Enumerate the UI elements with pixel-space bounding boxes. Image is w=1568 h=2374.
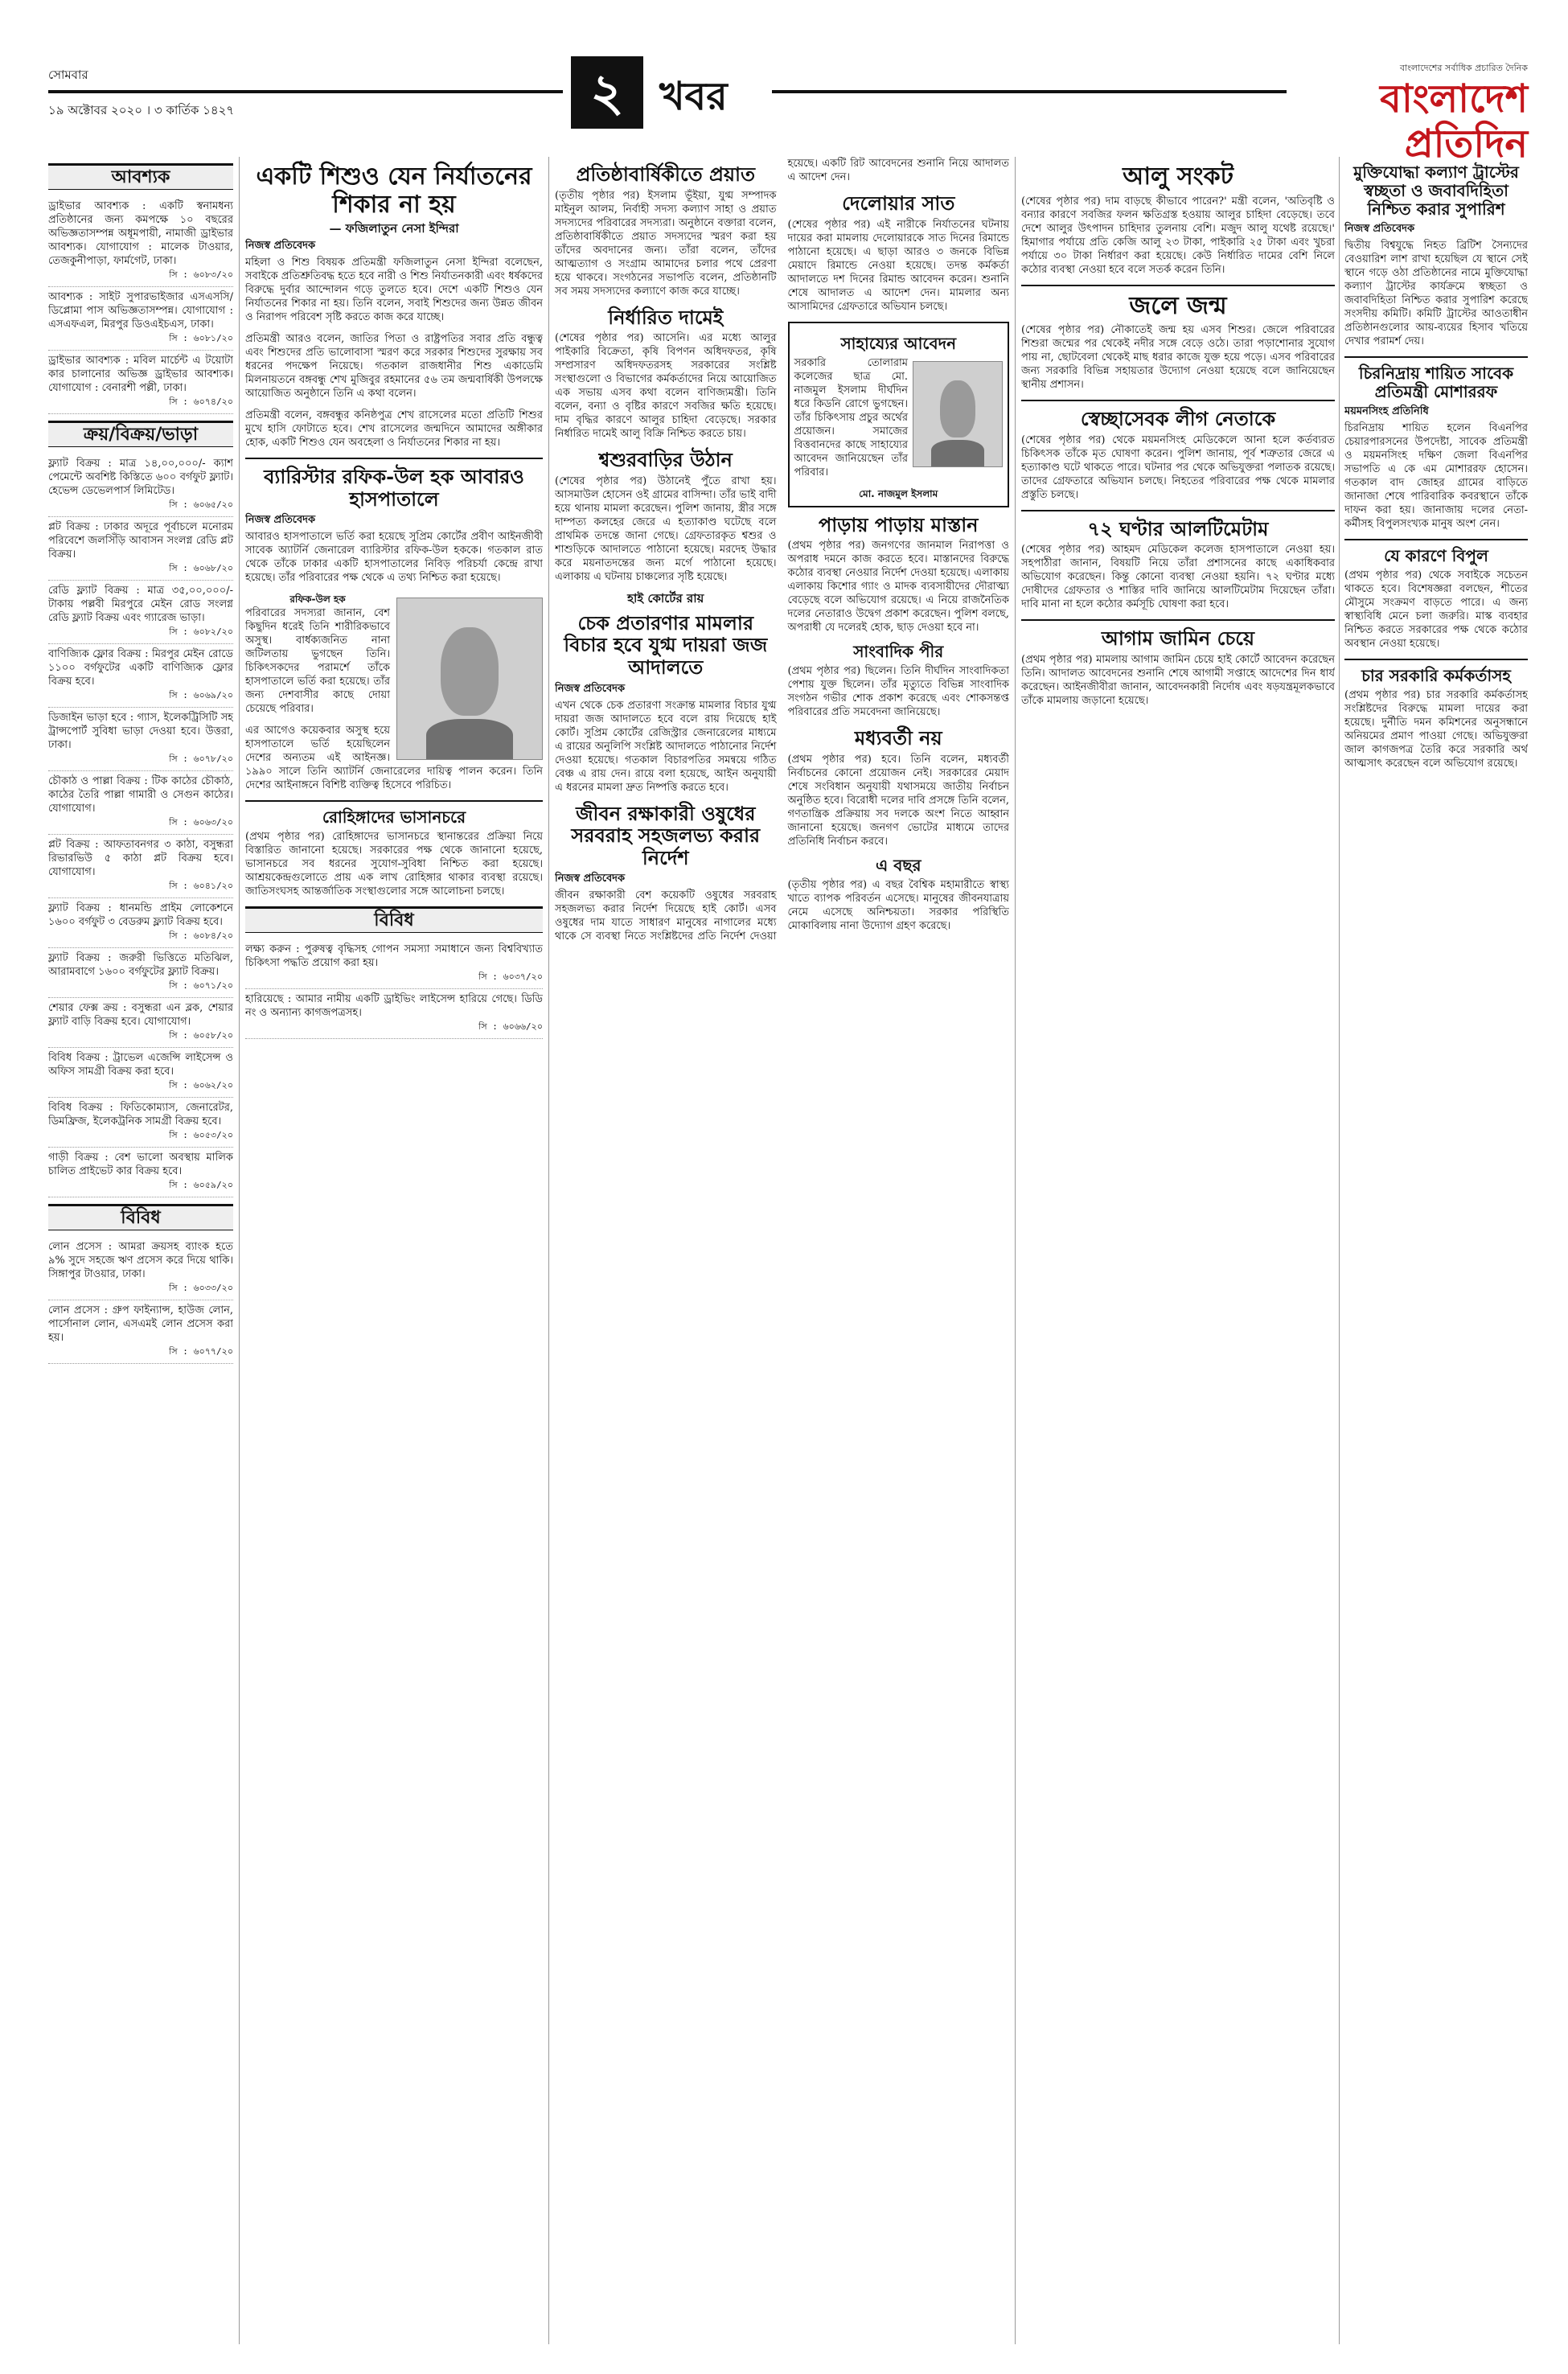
article-body: পরিবারের সদস্যরা জানান, বেশ কিছুদিন ধরেই তিনি শারীরিকভাবে অসুস্থ। বার্ধক্যজনিত নানা জটিলতায় ভুগছেন তিনি। চিকিৎসকদের পরামর্শে তাঁকে হাসপাতালে ভর্তি করা হয়েছে। তাঁর জন্য দেশবাসীর কাছে দোয়া চেয়েছে পরিবার। — [245, 607, 390, 716]
classified-heading: আবশ্যক — [48, 163, 233, 190]
article-body: চিরনিদ্রায় শায়িত হলেন বিএনপির চেয়ারপারসনের উপদেষ্টা, সাবেক প্রতিমন্ত্রী ও ময়মনসিংহ দক্ষিণ জেলা বিএনপির সভাপতি এ কে এম মোশাররফ হোসেন। গতকাল বাদ জোহর গ্রামের বাড়িতে জানাজা শেষে পারিবারিক কবরস্থানে তাঁকে দাফন করা হয়। জানাজায় দলের নেতা-কর্মীসহ বিপুলসংখ্যক মানুষ অংশ নেন। — [1344, 422, 1528, 530]
article-headline[interactable]: মুক্তিযোদ্ধা কল্যাণ ট্রাস্টের স্বচ্ছতা ও জবাবদিহিতা নিশ্চিত করার সুপারিশ — [1353, 162, 1519, 219]
photo-face — [940, 380, 975, 438]
article-kicker: হাই কোর্টের রায় — [627, 590, 704, 606]
ad-code: সি : ৬০৬২/২০ — [169, 1080, 233, 1090]
ad-text: আবশ্যক : সাইট সুপারভাইজার এসএসসি/ডিপ্লোমা পাস অভিজ্ঞতাসম্পন্ন। যোগাযোগ : এসএফএল, মিরপুর ডিওএইচএস, ঢাকা। — [48, 291, 233, 331]
classified-heading: বিবিধ — [245, 906, 543, 933]
ad-code: সি : ৬০৮১/২০ — [169, 333, 233, 343]
ad-code: সি : ৬০৬৬/২০ — [478, 1021, 543, 1033]
classifieds-column — [48, 157, 233, 2344]
issue-day: সোমবার — [48, 68, 88, 82]
ad-code: সি : ৬০৩৩/২০ — [169, 1283, 233, 1293]
article-body: (প্রথম পৃষ্ঠার পর) চার সরকারি কর্মকর্তাসহ সংশ্লিষ্টদের বিরুদ্ধে মামলা দায়ের করা হয়েছে। দুর্নীতি দমন কমিশনের অনুসন্ধানে অনিয়মের প্রমাণ পাওয়া গেছে। অভিযুক্তরা জাল কাগজপত্র তৈরি করে সরকারি অর্থ আত্মসাৎ করেছেন বলে অভিযোগ রয়েছে। — [1344, 689, 1528, 770]
masthead-logo[interactable] — [1287, 61, 1528, 166]
article-headline[interactable]: মধ্যবর্তী নয় — [854, 726, 942, 750]
column-c — [555, 157, 1009, 2344]
ad-code: সি : ৬০৭১/২০ — [169, 980, 233, 991]
article-byline: নিজস্ব প্রতিবেদক — [245, 240, 316, 252]
article-divider — [245, 458, 543, 459]
article-divider — [1021, 400, 1335, 401]
ad-text: রেডি ফ্ল্যাট বিক্রয় : মাত্র ৩৫,০০,০০০/- টাকায় পল্লবী মিরপুরে মেইন রোড সংলগ্ন রেডি ফ্ল্যাট বিক্রয় এবং গ্যারেজ ভাড়া। — [48, 585, 233, 624]
appeal-box — [788, 322, 1010, 507]
article-byline: নিজস্ব প্রতিবেদক — [245, 514, 316, 527]
ad-text: ফ্ল্যাট বিক্রয় : জরুরী ভিত্তিতে মতিঝিল, আরামবাগে ১৬০০ বর্গফুটের ফ্ল্যাট বিক্রয়। — [48, 952, 233, 978]
classified-ad — [48, 898, 233, 948]
ad-code: সি : ৬০৭৮/২০ — [169, 754, 233, 764]
ad-text: ফ্ল্যাট বিক্রয় : ধানমন্ডি প্রাইম লোকেশনে ১৬০০ বর্গফুট ৩ বেডরুম ফ্ল্যাট বিক্রয় হবে। — [48, 902, 233, 928]
article-headline[interactable]: ৭২ ঘণ্টার আলটিমেটাম — [1087, 516, 1269, 540]
ad-text: ফ্ল্যাট বিক্রয় : মাত্র ১৪,০০,০০০/- ক্যাশ পেমেন্টে অবশিষ্ট কিস্তিতে ৬০০ বর্গফুট ফ্ল্যাট। হেভেন্স ডেভেলপার্স লিমিটেড। — [48, 458, 233, 497]
classified-list — [48, 196, 233, 414]
column-rule — [548, 157, 549, 2344]
ad-text: বাণিজ্যিক ফ্লোর বিক্রয় : মিরপুর মেইন রোডে ১১০০ বর্গফুটের একটি বাণিজ্যিক ফ্লোর বিক্রয় হবে। — [48, 648, 233, 688]
ad-text: লোন প্রসেস : গ্রুপ ফাইন্যান্স, হাউজ লোন, পার্সোনাল লোন, এসএমই লোন প্রসেস করা হয়। — [48, 1304, 233, 1344]
article-body: সরকারি তোলারাম কলেজের ছাত্র মো. নাজমুল ইসলাম দীর্ঘদিন ধরে কিডনি রোগে ভুগছেন। তাঁর চিকিৎসায় প্রচুর অর্থের প্রয়োজন। সমাজের বিত্তবানদের কাছে সাহায্যের আবেদন জানিয়েছেন তাঁর পরিবার। — [794, 356, 908, 478]
article-byline: নিজস্ব প্রতিবেদক — [1344, 223, 1415, 235]
column-rule — [239, 157, 240, 2344]
article-divider — [1021, 619, 1335, 621]
ad-text: গাড়ী বিক্রয় : বেশ ভালো অবস্থায় মালিক চালিত প্রাইভেট কার বিক্রয় হবে। — [48, 1152, 233, 1177]
section-title: খবর — [659, 74, 728, 119]
photo-caption: মো. নাজমুল ইসলাম — [859, 487, 938, 499]
article-divider — [1344, 659, 1528, 660]
article-body: (শেষের পৃষ্ঠার পর) আহমদ মেডিকেল কলেজ হাসপাতালে নেওয়া হয়। সহপাঠীরা জানান, বিষয়টি নিয়ে তাঁরা প্রশাসনের কাছে একাধিকবার অভিযোগ করেছেন। কিন্তু কোনো ব্যবস্থা নেওয়া হয়নি। ৭২ ঘণ্টার মধ্যে দোষীদের গ্রেফতার ও শাস্তির দাবি জানিয়ে আলটিমেটাম দিয়েছেন তাঁরা। দাবি মানা না হলে কঠোর কর্মসূচি ঘোষণা করা হবে। — [1021, 544, 1335, 611]
article-body: (শেষের পৃষ্ঠার পর) আসেনি। এর মধ্যে আলুর পাইকারি বিক্রেতা, কৃষি বিপণন অধিদফতর, কৃষি সম্প্রসারণ অধিদফতরসহ সরকারের সংশ্লিষ্ট সংস্থাগুলো ও বিভাগের কর্মকর্তাদের নিয়ে আয়োজিত এক সভায় এসব কথা বলেন বাণিজ্যমন্ত্রী। তিনি বলেন, বন্যা ও বৃষ্টির কারণে সবজির ক্ষতি হয়েছে। দাম বৃদ্ধির কারণে আলুর চাহিদা বেড়েছে। সরকার নির্ধারিত দামেই আলু বিক্রি নিশ্চিত করতে চায়। — [555, 332, 777, 441]
classified-list — [48, 1237, 233, 1364]
ad-code: সি : ৬০৫৮/২০ — [169, 1030, 233, 1041]
ad-text: লক্ষ্য করুন : পুরুষত্ব বৃদ্ধিসহ গোপন সমস্যা সমাধানে জন্য বিশ্ববিখ্যাত চিকিৎসা পদ্ধতি প্রয়োগ করা হয়। — [245, 943, 543, 970]
column-b — [245, 157, 543, 2344]
ad-code: সি : ৬০৬৫/২০ — [169, 499, 233, 510]
classified-list — [48, 454, 233, 1197]
article-body: এর আগেও কয়েকবার অসুস্থ হয়ে হাসপাতালে ভর্তি হয়েছিলেন দেশের অন্যতম এই আইনজ্ঞ। ১৯৯০ সালে তিনি অ্যাটর্নি জেনারেলের দায়িত্ব পালন করেন। তিনি দেশের আইনাঙ্গনে বিশিষ্ট ব্যক্তিত্ব হিসেবে পরিচিত। — [245, 725, 543, 792]
column-rule — [1015, 157, 1016, 2344]
article-headline[interactable]: রোহিঙ্গাদের ভাসানচরে — [322, 807, 466, 828]
classified-ad — [48, 948, 233, 998]
article-body: এখন থেকে চেক প্রতারণা সংক্রান্ত মামলার বিচার যুগ্ম দায়রা জজ আদালতে হবে বলে রায় দিয়েছে হাই কোর্ট। সুপ্রিম কোর্টের রেজিস্ট্রার জেনারেলের মাধ্যমে এ রায়ের অনুলিপি সংশ্লিষ্ট আদালতে পাঠানোর নির্দেশ দেওয়া হয়েছে। গতকাল বিচারপতির সমন্বয়ে গঠিত বেঞ্চ এ রায় দেন। রায়ে বলা হয়েছে, আইন অনুযায়ী এ ধরনের মামলা দ্রুত নিষ্পত্তি করতে হবে। — [555, 699, 777, 794]
ad-text: ডিজাইন ভাড়া হবে : গ্যাস, ইলেকট্রিসিটি সহ ট্রান্সপোর্ট সুবিধা ভাড়া দেওয়া হবে। উত্তরা, ঢাকা। — [48, 712, 233, 751]
two-column-block — [555, 157, 1009, 943]
article-body: আবারও হাসপাতালে ভর্তি করা হয়েছে সুপ্রিম কোর্টের প্রবীণ আইনজীবী সাবেক অ্যাটর্নি জেনারেল ব্যারিস্টার রফিক-উল হককে। গতকাল রাত থেকে তাঁকে ঢাকার একটি হাসপাতালের নিবিড় পরিচর্যা কেন্দ্রে রাখা হয়েছে। তাঁর পরিবারের পক্ষ থেকে এ তথ্য নিশ্চিত করা হয়েছে। — [245, 531, 543, 585]
ad-code: সি : ৬০৩৭/২০ — [478, 971, 543, 983]
appeal-photo — [913, 361, 1003, 467]
classified-ad — [48, 1237, 233, 1300]
article-body: মহিলা ও শিশু বিষয়ক প্রতিমন্ত্রী ফজিলাতুন নেসা ইন্দিরা বলেছেন, সবাইকে প্রতিশ্রুতিবদ্ধ হতে হবে নারী ও শিশু নির্যাতনকারী এবং ধর্ষকদের বিরুদ্ধে দুর্বার আন্দোলন গড়ে তুলতে হবে। দেশে একটি শিশুও যেন নির্যাতনের শিকার না হয়। তিনি বলেন, সবাই শিশুদের জন্য উন্নত জীবন ও নিরাপদ পরিবেশ সৃষ্টি করতে কাজ করে যাচ্ছে। — [245, 257, 543, 323]
ad-code: সি : ৬০৬৯/২০ — [169, 690, 233, 700]
classified-ad — [48, 644, 233, 708]
article-body: (প্রথম পৃষ্ঠার পর) মামলায় আগাম জামিন চেয়ে হাই কোর্টে আবেদন করেছেন তিনি। আদালত আবেদনের শুনানি শেষে আগামী সপ্তাহে আদেশের দিন ধার্য করেছেন। আইনজীবীরা জানান, আবেদনকারী নির্দোষ এবং ষড়যন্ত্রমূলকভাবে তাঁকে মামলায় জড়ানো হয়েছে। — [1021, 653, 1335, 707]
ad-code: সি : ৬০৮৩/২০ — [169, 269, 233, 280]
classified-ad — [48, 1148, 233, 1197]
classified-ad — [48, 1300, 233, 1364]
article-headline[interactable]: আলু সংকট — [1123, 162, 1233, 191]
header-rule-right — [772, 90, 1287, 93]
classified-heading: ক্রয়/বিক্রয়/ভাড়া — [48, 421, 233, 447]
article-headline[interactable]: প্রতিষ্ঠাবার্ষিকীতে প্রয়াত — [576, 162, 755, 186]
article-headline[interactable]: নির্ধারিত দামেই — [608, 305, 724, 329]
article-body: (শেষের পৃষ্ঠার পর) নৌকাতেই জন্ম হয় এসব শিশুর। জেলে পরিবারের শিশুরা জন্মের পর থেকেই নদীর সঙ্গে বেড়ে ওঠে। তারা পড়াশোনার সুযোগ পায় না, ছোটবেলা থেকেই মাছ ধরার কাজে যুক্ত হয়ে পড়ে। এসব পরিবারের জন্য সরকারি বিভিন্ন সহায়তার উদ্যোগ নেওয়া হয়েছে বলে জানিয়েছেন স্থানীয় প্রশাসন। — [1021, 324, 1335, 391]
article-body: (শেষের পৃষ্ঠার পর) এই নারীকে নির্যাতনের ঘটনায় দায়ের করা মামলায় দেলোয়ারকে সাত দিনের রিমান্ডে পাঠানো হয়েছে। এ ছাড়া আরও ৩ জনকে বিভিন্ন মেয়াদে রিমান্ডে নেওয়া হয়েছে। তদন্ত কর্মকর্তা আদালতে দশ দিনের রিমান্ড আবেদন করেন। শুনানি শেষে আদালত এ আদেশ দেন। মামলার অন্য আসামিদের গ্রেফতারে অভিযান চলছে। — [787, 218, 1009, 313]
column-e — [1344, 157, 1528, 2344]
ad-code: সি : ৬০৭৭/২০ — [169, 1346, 233, 1357]
ad-code: সি : ৬০৪১/২০ — [169, 881, 233, 891]
article-body: (প্রথম পৃষ্ঠার পর) হবে। তিনি বলেন, মধ্যবর্তী নির্বাচনের কোনো প্রয়োজন নেই। সরকারের মেয়াদ শেষে সংবিধান অনুযায়ী যথাসময়ে জাতীয় নির্বাচন অনুষ্ঠিত হবে। বিরোধী দলের দাবি প্রসঙ্গে তিনি বলেন, গণতান্ত্রিক প্রক্রিয়ায় সব দলকে অংশ নিতে আহ্বান জানানো হয়েছে। জনগণ ভোটের মাধ্যমে তাদের প্রতিনিধি নির্বাচন করবে। — [787, 753, 1009, 848]
article-body: (শেষের পৃষ্ঠার পর) থেকে ময়মনসিংহ মেডিকেলে আনা হলে কর্তব্যরত চিকিৎসক তাঁকে মৃত ঘোষণা করেন। পুলিশ জানায়, পূর্ব শত্রুতার জেরে এ হত্যাকাণ্ড ঘটে থাকতে পারে। ঘটনার পর থেকে অভিযুক্তরা পলাতক রয়েছে। তাদের গ্রেফতারে অভিযান চলছে। নিহতের পরিবারের পক্ষ থেকে মামলার প্রস্তুতি চলছে। — [1021, 433, 1335, 501]
classified-ad — [48, 1048, 233, 1098]
ad-text: ড্রাইভার আবশ্যক : একটি স্বনামধন্য প্রতিষ্ঠানের জন্য কমপক্ষে ১০ বছরের অভিজ্ঞতাসম্পন্ন অধূমপায়ী, নামাজী ড্রাইভার আবশ্যক। যোগাযোগ : মালেক টাওয়ার, তেজকুনীপাড়া, ফার্মগেট, ঢাকা। — [48, 200, 233, 267]
article-body: দ্বিতীয় বিশ্বযুদ্ধে নিহত ব্রিটিশ সৈন্যদের বেওয়ারিশ লাশ রাখা হয়েছিল যে স্থানে সেই স্থানে গড়ে ওঠা প্রতিষ্ঠানের নামে মুক্তিযোদ্ধা কল্যাণ ট্রাস্টের কার্যক্রমে স্বচ্ছতা ও জবাবদিহিতা নিশ্চিত করার সুপারিশ করেছে সংসদীয় কমিটি। কমিটি ট্রাস্টের আওতাধীন প্রতিষ্ঠানগুলোর আয়-ব্যয়ের হিসাব খতিয়ে দেখার পরামর্শ দেয়। — [1344, 240, 1528, 347]
column-rule — [1339, 157, 1340, 2344]
classified-ad — [48, 1098, 233, 1148]
classified-ad — [48, 517, 233, 581]
article-headline[interactable]: সাহায্যের আবেদন — [840, 333, 957, 353]
article-headline[interactable]: এ বছর — [876, 855, 922, 875]
classified-ad — [48, 196, 233, 287]
logo-tagline: বাংলাদেশের সর্বাধিক প্রচারিত দৈনিক — [1399, 63, 1528, 73]
article-headline[interactable]: চেক প্রতারণার মামলার বিচার হবে যুগ্ম দায়রা জজ আদালতে — [564, 610, 768, 679]
article-body: (প্রথম পৃষ্ঠার পর) ছিলেন। তিনি দীর্ঘদিন সাংবাদিকতা পেশায় যুক্ত ছিলেন। তাঁর মৃত্যুতে বিভিন্ন সাংবাদিক সংগঠন গভীর শোক প্রকাশ করেছে এবং শোকসন্তপ্ত পরিবারের প্রতি সমবেদনা জানিয়েছে। — [787, 665, 1009, 719]
article-byline: নিজস্ব প্রতিবেদক — [555, 873, 626, 885]
issue-date: ১৯ অক্টোবর ২০২০ । ৩ কার্তিক ১৪২৭ — [48, 103, 235, 117]
photo-caption: রফিক-উল হক — [289, 594, 346, 606]
portrait-photo — [396, 598, 543, 760]
article-headline[interactable]: স্বেচ্ছাসেবক লীগ নেতাকে — [1080, 407, 1276, 430]
ad-text: হারিয়েছে : আমার নামীয় একটি ড্রাইভিং লাইসেন্স হারিয়ে গেছে। ডিডি নং ও অন্যান্য কাগজপত্রসহ। — [245, 993, 543, 1020]
article-divider — [1021, 510, 1335, 511]
ad-code: সি : ৬০৫৯/২০ — [169, 1180, 233, 1190]
ad-text: বিবিধ বিক্রয় : ট্রাভেল এজেন্সি লাইসেন্স ও অফিস সামগ্রী বিক্রয় করা হবে। — [48, 1052, 233, 1078]
article-headline[interactable]: জীবন রক্ষাকারী ওষুধের সরবরাহ সহজলভ্য করার নির্দেশ — [571, 801, 761, 869]
article-byline: নিজস্ব প্রতিবেদক — [555, 682, 626, 695]
ad-text: চৌকাঠ ও পাল্লা বিক্রয় : টিক কাঠের চৌকাঠ, কাঠের তৈরি পাল্লা গামারী ও সেগুন কাঠের। যোগাযোগ। — [48, 775, 233, 815]
article-author: — ফজিলাতুন নেসা ইন্দিরা — [329, 221, 459, 236]
article-body: (তৃতীয় পৃষ্ঠার পর) ইসলাম ভূঁইয়া, যুগ্ম সম্পাদক মাইনুল আলম, নির্বাহী সদস্য কল্যাণ সাহা ও প্রয়াত সদস্যদের পরিবারের সদস্যরা। অনুষ্ঠানে বক্তারা বলেন, প্রতিষ্ঠাবার্ষিকীতে প্রয়াত সদস্যদের স্মরণ করা হয় তাঁদের অবদানের জন্য। তাঁরা বলেন, তাঁদের আত্মত্যাগ ও সংগ্রাম আমাদের চলার পথে প্রেরণা হয়ে থাকবে। সংগঠনের সভাপতি বলেন, প্রতিষ্ঠানটি সব সময় সদস্যদের কল্যাণে কাজ করে যাচ্ছে। — [555, 189, 777, 298]
ad-code: সি : ৬০৬৮/২০ — [169, 563, 233, 573]
ad-code: সি : ৬০৬৩/২০ — [169, 817, 233, 828]
article-body: প্রতিমন্ত্রী আরও বলেন, জাতির পিতা ও রাষ্ট্রপতির সবার প্রতি বন্ধুত্ব এবং শিশুদের প্রতি ভালোবাসা স্মরণ করে সরকার শিশুদের সুরক্ষায় সব ধরনের পদক্ষেপ নিয়েছে। গতকাল রাজধানীর শিশু একাডেমি মিলনায়তনে বঙ্গবন্ধু শেখ মুজিবুর রহমানের ৫৬ তম জন্মবার্ষিকী উপলক্ষে আয়োজিত অনুষ্ঠানে তিনি এ কথা বলেন। — [245, 333, 543, 400]
classified-ad — [245, 989, 543, 1039]
ad-text: প্লট বিক্রয় : ঢাকার অদূরে পূর্বাচলে মনোরম পরিবেশে জলসিঁড়ি আবাসন সংলগ্ন রেডি প্লট বিক্রয়। — [48, 521, 233, 561]
classified-heading: বিবিধ — [48, 1204, 233, 1230]
article-headline[interactable]: চিরনিদ্রায় শায়িত সাবেক প্রতিমন্ত্রী মোশাররফ — [1358, 363, 1514, 401]
article-divider — [1021, 285, 1335, 286]
classified-ad — [48, 998, 233, 1048]
ad-text: ড্রাইভার আবশ্যক : মবিল মার্চেন্ট এ টয়োটা কার চালানোর অভিজ্ঞ ড্রাইভার আবশ্যক। যোগাযোগ : বেনারশী পল্লী, ঢাকা। — [48, 355, 233, 394]
article-headline[interactable]: ব্যারিস্টার রফিক-উল হক আবারও হাসপাতালে — [264, 465, 524, 511]
article-headline[interactable]: দেলোয়ার সাত — [842, 191, 955, 215]
article-headline[interactable]: চার সরকারি কর্মকর্তাসহ — [1361, 666, 1511, 685]
article-body: (শেষের পৃষ্ঠার পর) উঠানেই পুঁতে রাখা হয়। আসমাউল হোসেন ওই গ্রামের বাসিন্দা। তাঁর ভাই বাদী হয়ে থানায় মামলা করেছেন। পুলিশ জানায়, স্ত্রীর সঙ্গে দাম্পত্য কলহের জেরে এ হত্যাকাণ্ড ঘটেছে বলে প্রাথমিক তদন্তে জানা গেছে। গ্রেফতারকৃত শ্বশুর ও শাশুড়িকে আদালতে পাঠানো হয়েছে। মরদেহ উদ্ধার করে ময়নাতদন্তের জন্য মর্গে পাঠানো হয়েছে। এলাকায় এ ঘটনায় চাঞ্চল্যের সৃষ্টি হয়েছে। — [555, 474, 777, 583]
article-body: জীবন রক্ষাকারী বেশ কয়েকটি ওষুধের সরবরাহ সহজলভ্য করার নির্দেশ দিয়েছে হাই কোর্ট। এসব ওষুধের দাম যাতে সাধারণ মানুষের নাগালের মধ্যে থাকে সে ব্যবস্থা নিতে সংশ্লিষ্টদের প্রতি নির্দেশ দেওয়া হয়েছে। একটি রিট আবেদনের শুনানি নিয়ে আদালত এ আদেশ দেন। — [555, 158, 1009, 943]
article-divider — [1344, 356, 1528, 358]
article-headline[interactable]: পাড়ায় পাড়ায় মাস্তান — [818, 512, 979, 536]
article-headline[interactable]: যে কারণে বিপুল — [1384, 546, 1488, 565]
article-body: (শেষের পৃষ্ঠার পর) দাম বাড়ছে কীভাবে পারেন?' মন্ত্রী বলেন, 'অতিবৃষ্টি ও বন্যার কারণে সবজির ফলন ক্ষতিগ্রস্ত হওয়ায় আলুর চাহিদা বেড়েছে। তবে দেশে আলুর উৎপাদন চাহিদার তুলনায় বেশি। মজুদ আলু যথেষ্ট রয়েছে।' হিমাগার পর্যায়ে প্রতি কেজি আলু ২৩ টাকা, পাইকারি ২৫ টাকা এবং খুচরা পর্যায়ে ৩০ টাকা নির্ধারণ করা হয়েছে। কেউ নির্ধারিত দামের বেশি নিলে কঠোর ব্যবস্থা নেওয়া হবে বলে সতর্ক করেন তিনি। — [1021, 195, 1335, 276]
classified-ad — [48, 708, 233, 771]
article-divider — [245, 800, 543, 802]
article-headline[interactable]: সাংবাদিক পীর — [853, 642, 944, 662]
article-body: (তৃতীয় পৃষ্ঠার পর) এ বছর বৈশ্বিক মহামারীতে স্বাস্থ্য খাতে ব্যাপক পরিবর্তন এসেছে। মানুষের জীবনযাত্রায় নেমে এসেছে অনিশ্চয়তা। সরকার পরিস্থিতি মোকাবিলায় নানা উদ্যোগ গ্রহণ করেছে। — [787, 878, 1009, 932]
header-rule-left — [48, 90, 563, 93]
article-headline[interactable]: জলে জন্ম — [1129, 291, 1227, 320]
article-body: (প্রথম পৃষ্ঠার পর) জনগণের জানমাল নিরাপত্তা ও অপরাধ দমনে কাজ করতে হবে। মাস্তানদের বিরুদ্ধে কঠোর ব্যবস্থা নেওয়ার নির্দেশ দেওয়া হয়েছে। এলাকায় এলাকায় কিশোর গ্যাং ও মাদক ব্যবসায়ীদের দৌরাত্ম্য বেড়েছে বলে অভিযোগ রয়েছে। এ নিয়ে রাজনৈতিক দলের নেতারাও উদ্বেগ প্রকাশ করেছেন। পুলিশ বলছে, অপরাধী যে দলেরই হোক, ছাড় দেওয়া হবে না। — [787, 540, 1009, 635]
article-byline: ময়মনসিংহ প্রতিনিধি — [1344, 405, 1429, 417]
photo-face — [441, 627, 499, 716]
article-headline[interactable]: আগাম জামিন চেয়ে — [1101, 626, 1255, 651]
classified-ad — [48, 351, 233, 414]
photo-shoulder — [426, 719, 513, 759]
ad-text: বিবিধ বিক্রয় : ফিতিকোম্যাস, জেনারেটর, ডিমফ্রিজ, ইলেকট্রনিক সামগ্রী বিক্রয় হবে। — [48, 1102, 233, 1127]
ad-code: সি : ৬০৫৩/২০ — [169, 1130, 233, 1140]
column-d — [1021, 157, 1335, 2344]
page-header — [48, 56, 1528, 166]
photo-shoulder — [931, 440, 984, 466]
ad-text: শেয়ার ফেক্স ক্রয় : বসুন্ধরা এন ব্লক, শেয়ার ফ্ল্যাট বাড়ি বিক্রয় হবে। যোগাযোগ। — [48, 1002, 233, 1028]
classified-ad — [48, 287, 233, 351]
ad-text: লোন প্রসেস : আমরা ক্রয়সহ ব্যাংক হতে ৯% সুদে সহজে ঋণ প্রসেস করে দিয়ে থাকি। সিঙ্গাপুর টাওয়ার, ঢাকা। — [48, 1241, 233, 1280]
article-headline[interactable]: শ্বশুরবাড়ির উঠান — [598, 448, 733, 472]
ad-code: সি : ৬০৮২/২০ — [169, 626, 233, 637]
classified-ad — [245, 939, 543, 989]
ad-text: প্লট বিক্রয় : আফতাবনগর ৩ কাঠা, বসুন্ধরা রিভারভিউ ৫ কাঠা প্লট বিক্রয় হবে। যোগাযোগ। — [48, 839, 233, 878]
classified-ad — [48, 835, 233, 898]
page-number: ২ — [571, 56, 643, 129]
article-divider — [1344, 539, 1528, 540]
ad-code: সি : ৬০৭৪/২০ — [169, 396, 233, 407]
article-body: (প্রথম পৃষ্ঠার পর) রোহিঙ্গাদের ভাসানচরে স্থানান্তরের প্রক্রিয়া নিয়ে বিস্তারিত জানানো হয়েছে। সরকারের পক্ষ থেকে জানানো হয়েছে, ভাসানচরে সব ধরনের সুযোগ-সুবিধা নিশ্চিত করা হয়েছে। আশ্রয়কেন্দ্রগুলোতে প্রায় এক লাখ রোহিঙ্গার থাকার ব্যবস্থা রয়েছে। জাতিসংঘসহ আন্তর্জাতিক সংস্থাগুলোর সঙ্গে আলোচনা চলছে। — [245, 831, 543, 898]
article-body: (প্রথম পৃষ্ঠার পর) থেকে সবাইকে সচেতন থাকতে হবে। বিশেষজ্ঞরা বলছেন, শীতের মৌসুমে সংক্রমণ বাড়তে পারে। এ জন্য স্বাস্থ্যবিধি মেনে চলা জরুরি। মাস্ক ব্যবহার নিশ্চিত করতে সরকারের পক্ষ থেকে কঠোর অবস্থান নেওয়া হয়েছে। — [1344, 569, 1528, 650]
classified-ad — [48, 771, 233, 835]
article-body: প্রতিমন্ত্রী বলেন, বঙ্গবন্ধুর কনিষ্ঠপুত্র শেখ রাসেলের মতো প্রতিটি শিশুর মুখে হাসি ফোটাতে হবে। শেখ রাসেলের জন্মদিনে আমাদের অঙ্গীকার হোক, একটি শিশুও যেন অবহেলা ও নির্যাতনের শিকার না হয়। — [245, 409, 543, 449]
classified-ad — [48, 454, 233, 517]
article-headline[interactable]: একটি শিশুও যেন নির্যাতনের শিকার না হয় — [256, 162, 532, 219]
ad-code: সি : ৬০৮৪/২০ — [169, 930, 233, 941]
classified-ad — [48, 581, 233, 644]
logo-name: বাংলাদেশ প্রতিদিন — [1380, 76, 1528, 166]
